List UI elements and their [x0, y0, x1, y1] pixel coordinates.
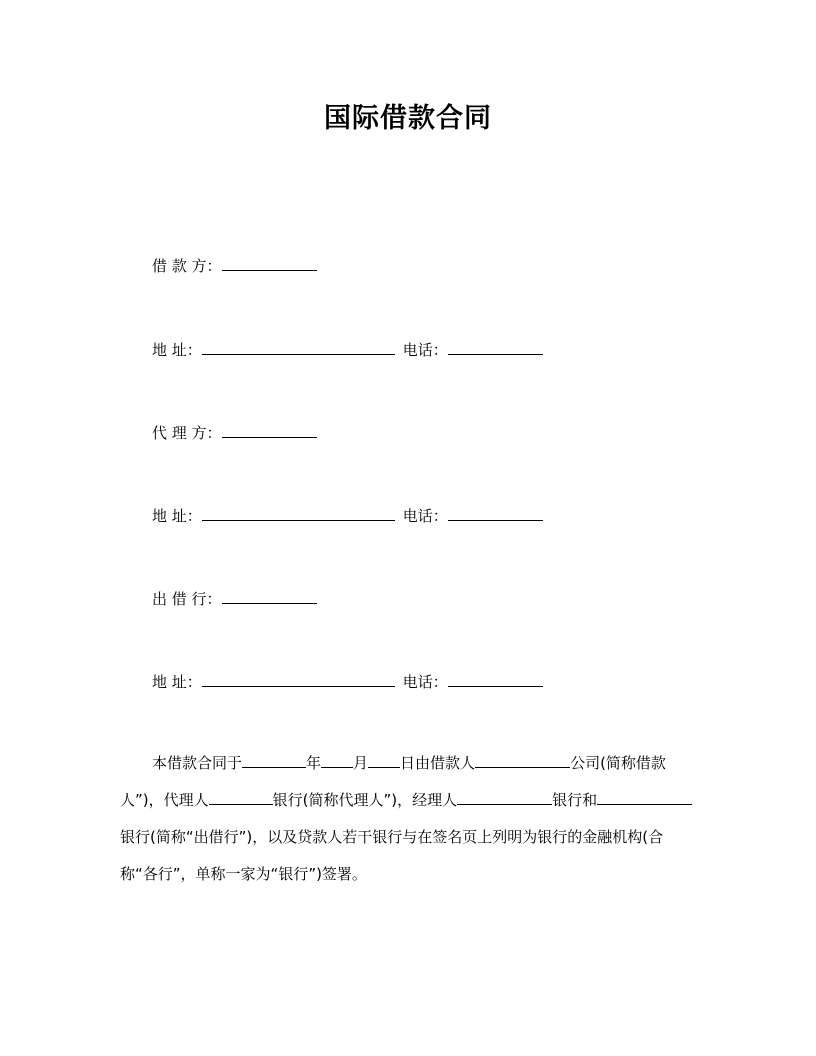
borrower-phone-blank[interactable]: [448, 340, 543, 355]
borrower-label: 借 款 方：: [152, 257, 222, 275]
borrower-phone-label: 电话：: [402, 341, 448, 359]
lender-address-blank[interactable]: [202, 672, 395, 687]
borrower-address-label: 地 址：: [152, 341, 202, 359]
agent-blank[interactable]: [222, 423, 317, 438]
agent-address-label: 地 址：: [152, 507, 202, 525]
lender-address-row: [152, 671, 543, 693]
paragraph-line-2: 人”)，代理人 银行(简称代理人”)，经理人 银行和: [120, 782, 698, 819]
agent-field: [152, 422, 317, 444]
lender-bank-blank[interactable]: [597, 790, 692, 805]
borrower-blank[interactable]: [222, 256, 317, 271]
agent-address-blank[interactable]: [202, 506, 395, 521]
borrower-field: [152, 255, 317, 277]
paragraph-line-1: 本借款合同于 年 月 日由借款人 公司(简称借款: [152, 754, 666, 772]
lender-label: 出 借 行：: [152, 590, 222, 608]
agent-bank-blank[interactable]: [209, 790, 273, 805]
document-title: 国际借款合同: [324, 103, 492, 134]
agent-address-row: [152, 505, 543, 527]
agent-phone-blank[interactable]: [448, 506, 543, 521]
manager-bank-blank[interactable]: [457, 790, 552, 805]
lender-phone-blank[interactable]: [448, 672, 543, 687]
date-day-blank[interactable]: [368, 753, 400, 768]
date-month-blank[interactable]: [321, 753, 353, 768]
agent-label: 代 理 方：: [152, 424, 222, 442]
borrower-company-blank[interactable]: [475, 753, 570, 768]
lender-blank[interactable]: [222, 589, 317, 604]
agent-phone-label: 电话：: [402, 507, 448, 525]
paragraph-line-3: 银行(简称“出借行”)，以及贷款人若干银行与在签名页上列明为银行的金融机构(合: [120, 828, 664, 846]
lender-field: [152, 588, 317, 610]
lender-address-label: 地 址：: [152, 673, 202, 691]
borrower-address-row: [152, 339, 543, 361]
borrower-address-blank[interactable]: [202, 340, 395, 355]
contract-paragraph: [120, 745, 698, 893]
paragraph-line-4: 称“各行”，单称一家为“银行”)签署。: [120, 865, 367, 883]
date-year-blank[interactable]: [242, 753, 306, 768]
lender-phone-label: 电话：: [402, 673, 448, 691]
